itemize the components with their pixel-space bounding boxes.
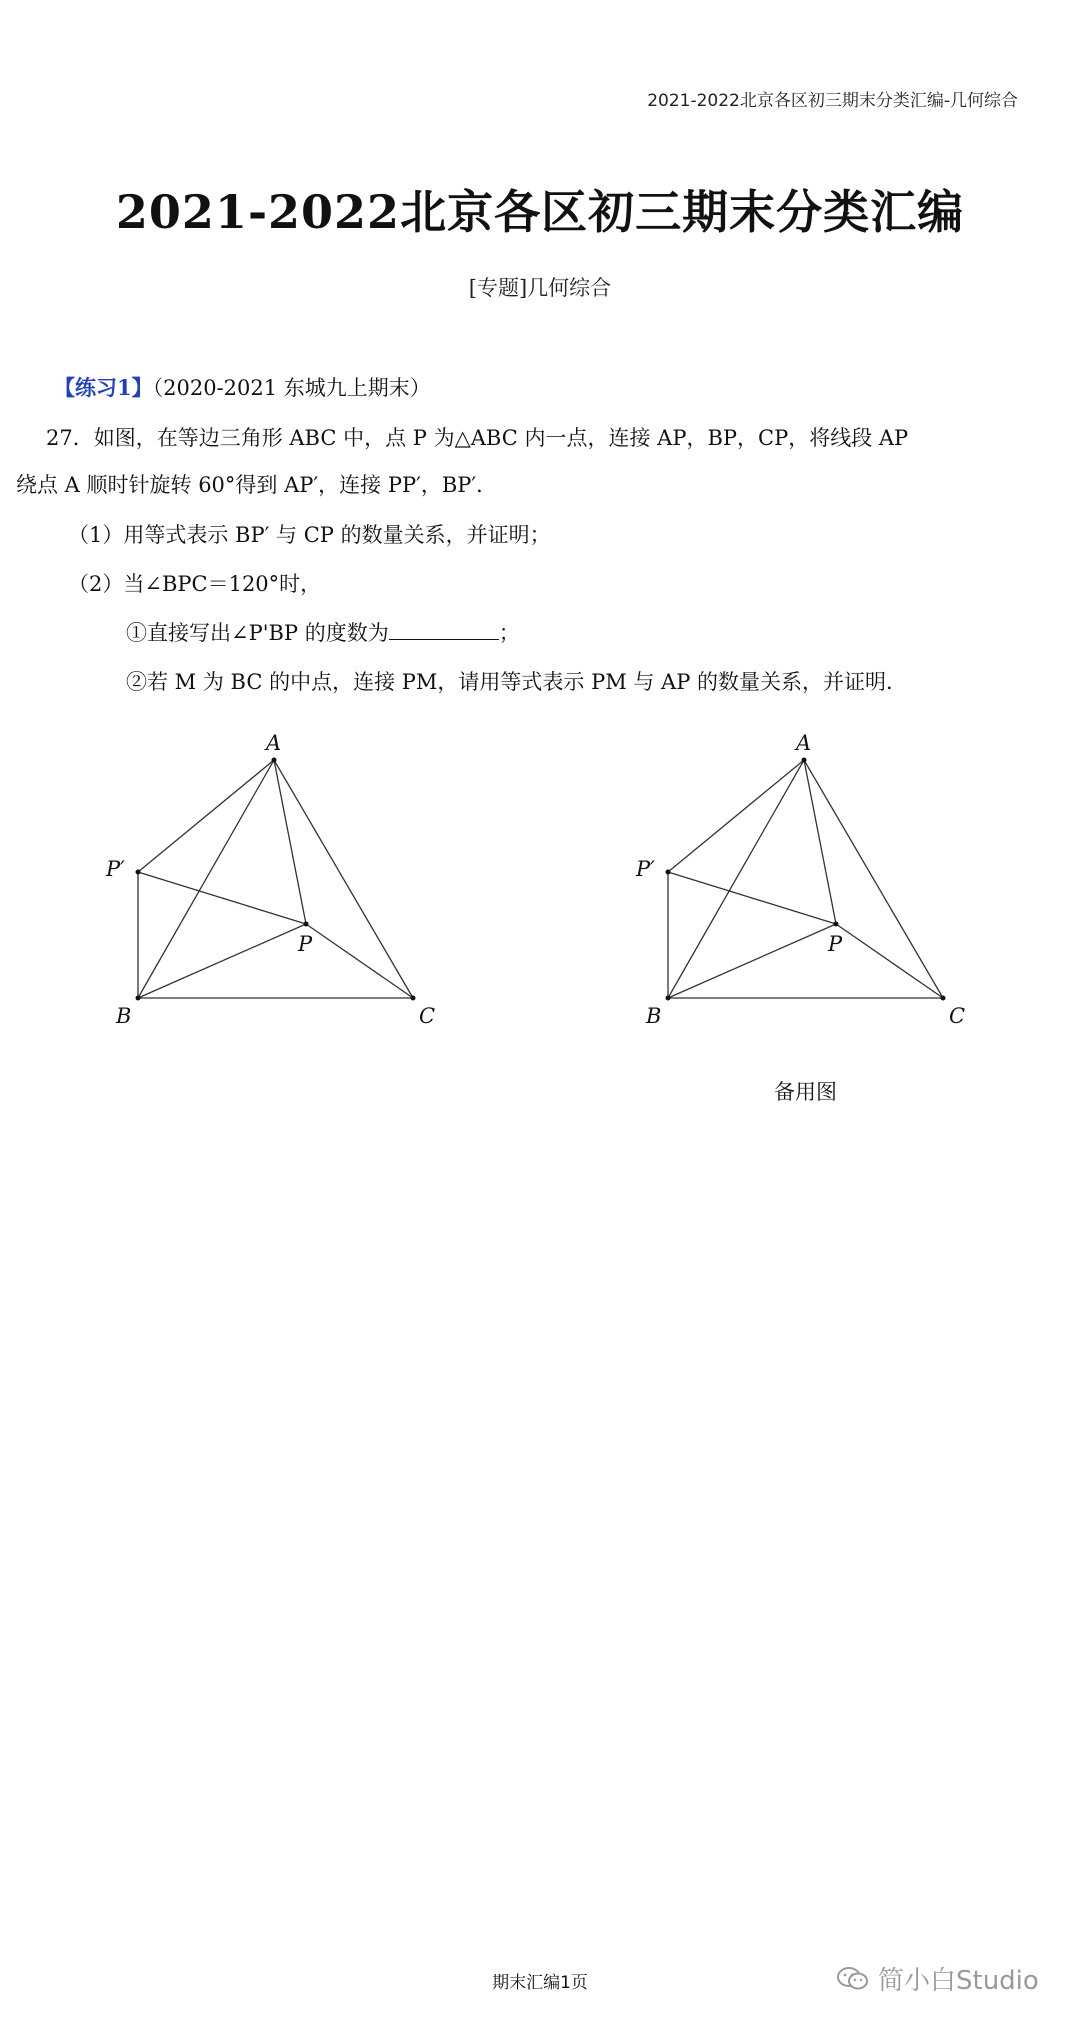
exercise-heading <box>54 372 431 402</box>
question-1: （1）用等式表示 BP′ 与 CP 的数量关系，并证明； <box>68 523 551 547</box>
point-B <box>136 996 141 1001</box>
question-2: （2）当∠BPC＝120°时， <box>68 572 322 596</box>
label-P: P <box>828 932 843 956</box>
wechat-icon <box>836 1966 870 1992</box>
point-P-prime <box>666 870 671 875</box>
label-C: C <box>419 1004 436 1028</box>
sub-question-1-end: ； <box>498 621 520 645</box>
running-header: 2021-2022北京各区初三期末分类汇编-几何综合 <box>647 91 1018 111</box>
backup-figure-caption: 备用图 <box>774 1080 837 1104</box>
problem-line-2: 绕点 A 顺时针旋转 60°得到 AP′，连接 PP′，BP′． <box>16 473 498 497</box>
label-P: P <box>298 932 313 956</box>
segment-PP-prime <box>138 872 306 924</box>
label-B: B <box>646 1004 662 1028</box>
problem-line-1: 27．如图，在等边三角形 ABC 中，点 P 为△ABC 内一点，连接 AP，BP，CP，将线段 AP <box>46 426 909 450</box>
segment-AP <box>274 760 306 924</box>
point-P <box>834 922 839 927</box>
segment-CP <box>306 924 413 998</box>
figure-main <box>100 730 460 1054</box>
segment-AC <box>274 760 413 998</box>
label-C: C <box>949 1004 966 1028</box>
watermark-text: 简小白Studio <box>878 1966 1039 1996</box>
point-P-prime <box>136 870 141 875</box>
segment-AP <box>804 760 836 924</box>
segment-PP-prime <box>668 872 836 924</box>
point-P <box>304 922 309 927</box>
answer-blank <box>389 621 499 640</box>
label-A: A <box>266 731 282 755</box>
sub-question-2: ②若 M 为 BC 的中点，连接 PM，请用等式表示 PM 与 AP 的数量关系，并证明． <box>126 670 908 694</box>
segment-CP <box>836 924 943 998</box>
exercise-tag: 【练习1】 <box>54 375 153 400</box>
watermark <box>836 1960 1039 1997</box>
sub-question-1 <box>126 617 520 647</box>
point-C <box>411 996 416 1001</box>
figure-main-svg <box>100 730 460 1050</box>
segment-AP-prime <box>138 760 274 872</box>
sub-question-1-text: ①直接写出∠P'BP 的度数为 <box>126 621 389 645</box>
point-C <box>941 996 946 1001</box>
segment-BP <box>668 924 836 998</box>
label-A: A <box>796 731 812 755</box>
exercise-source: （2020-2021 东城九上期末） <box>152 376 431 400</box>
label-B: B <box>116 1004 132 1028</box>
page-subtitle: [专题]几何综合 <box>468 276 612 300</box>
segment-AP-prime <box>668 760 804 872</box>
page-title: 2021-2022北京各区初三期末分类汇编 <box>115 185 965 239</box>
label-P-prime: P′ <box>106 857 125 881</box>
point-A <box>272 758 277 763</box>
figure-backup-svg <box>630 730 990 1050</box>
segment-AB <box>138 760 274 998</box>
segment-BP <box>138 924 306 998</box>
point-A <box>802 758 807 763</box>
page-footer: 期末汇编1页 <box>492 1973 588 1993</box>
figure-backup <box>630 730 990 1054</box>
segment-AC <box>804 760 943 998</box>
label-P-prime: P′ <box>636 857 655 881</box>
segment-AB <box>668 760 804 998</box>
point-B <box>666 996 671 1001</box>
